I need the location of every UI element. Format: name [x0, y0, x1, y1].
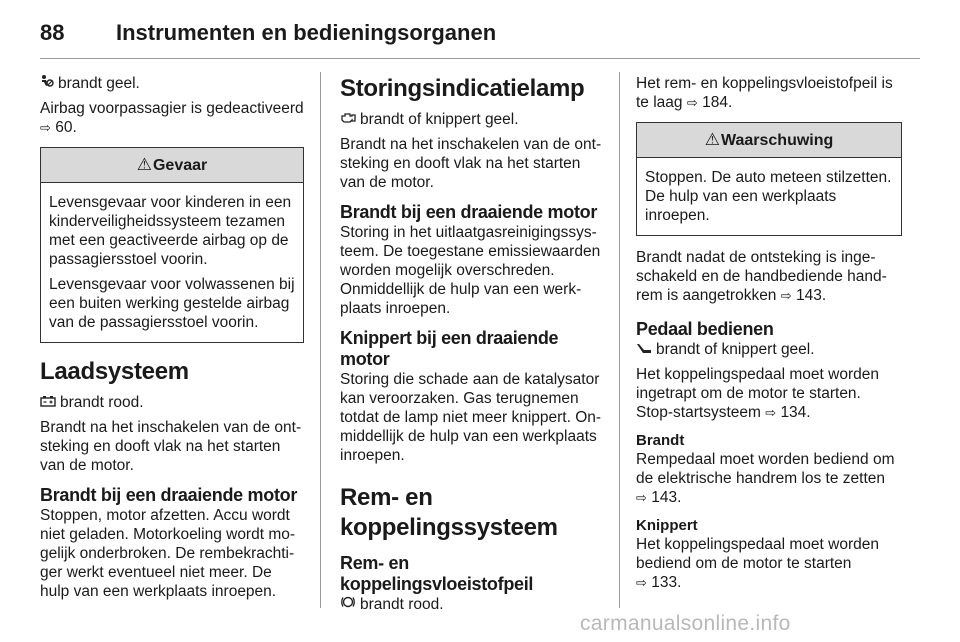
- column-3: [636, 74, 902, 598]
- subsection-heading: Brandt bij een draaiende motor: [340, 202, 598, 222]
- section-heading: Storingsindicatielamp: [340, 75, 585, 102]
- page-number: 88: [40, 20, 65, 45]
- arrow-ref-icon: ⇨: [686, 95, 698, 110]
- charging-running-text: Stoppen, motor afzetten. Accu wordt niet geladen. Motorkoeling wordt mogelijk onderbroken. De rembekrachtiger werkt eventueel niet meer. De hulp van een werkplaats inroepen.: [40, 507, 296, 600]
- pedal-icon: [636, 340, 652, 359]
- arrow-ref-icon: ⇨: [765, 405, 777, 420]
- arrow-ref-icon: ⇨: [636, 490, 647, 505]
- malfunction-text: Brandt na het inschakelen van de ontsteking en dooft vlak na het starten van de motor.: [340, 136, 602, 191]
- chapter-title: Instrumenten en bedieningsorganen: [116, 20, 497, 45]
- airbag-status-line: [40, 74, 304, 93]
- danger-box-title: ⚠Gevaar: [41, 148, 303, 183]
- page-link[interactable]: 133.: [651, 574, 682, 591]
- column-divider: [619, 72, 620, 608]
- pedal-on-text: Rempedaal moet worden bediend om de elektrische handrem los te zetten ⇨ 143.: [636, 451, 895, 506]
- warning-box: [636, 122, 902, 236]
- page-header: [40, 14, 920, 59]
- malfunction-running-text: Storing in het uitlaatgasreinigingssysteem. De toegestane emissiewaarden worden mogelijk overschreden. Onmiddellijk de hulp van een werkplaats inroepen.: [340, 224, 601, 317]
- subsection-heading: Knippert bij een draaiende motor: [340, 328, 559, 369]
- page-link[interactable]: 60.: [55, 119, 77, 136]
- handbrake-text: Brandt nadat de ontsteking is ingeschakeld en de handbediende handrem is aangetrokken ⇨ 143.: [636, 249, 887, 304]
- page-link[interactable]: 143.: [795, 287, 827, 304]
- brake-fluid-text: Het rem- en koppelingsvloeistofpeil is te laag ⇨ 184.: [636, 75, 893, 111]
- column-divider: [320, 72, 321, 608]
- page-link[interactable]: 143.: [651, 489, 682, 506]
- warning-triangle-icon: ⚠: [136, 155, 152, 174]
- brake-warning-icon: [340, 595, 356, 614]
- page-link[interactable]: 184.: [702, 94, 733, 111]
- malfunction-status-line: brandt of knippert geel.: [340, 110, 604, 129]
- column-2: [340, 74, 604, 620]
- arrow-ref-icon: ⇨: [40, 120, 51, 135]
- pedal-status-line: brandt of knippert geel.: [636, 340, 902, 359]
- airbag-deactivated-text: Airbag voorpassagier is gedeactiveerd ⇨ 60.: [40, 100, 304, 136]
- warning-text: Stoppen. De auto meteen stilzetten. De hulp van een werkplaats inroepen.: [645, 169, 892, 224]
- engine-icon: [340, 110, 356, 129]
- brake-status-line: brandt rood.: [340, 595, 604, 614]
- subsection-heading: Brandt: [636, 432, 685, 449]
- battery-icon: [40, 393, 56, 412]
- airbag-off-icon: [40, 74, 54, 93]
- section-heading: Laadsysteem: [40, 358, 189, 385]
- warning-box-title: ⚠Waarschuwing: [637, 123, 901, 158]
- charging-text: Brandt na het inschakelen van de ontsteking en dooft vlak na het starten van de motor.: [40, 419, 302, 474]
- subsection-heading: Brandt bij een draaiende motor: [40, 485, 298, 505]
- arrow-ref-icon: ⇨: [636, 575, 647, 590]
- page-link[interactable]: 134.: [780, 404, 811, 421]
- airbag-status-text: brandt geel.: [58, 75, 140, 92]
- subsection-heading: Knippert: [636, 517, 698, 534]
- watermark: carmanualsonline.info: [580, 612, 791, 635]
- danger-box: [40, 147, 304, 343]
- danger-text: Levensgevaar voor kinderen in een kinderveiligheidssysteem tezamen met een geactiveerde airbag op de passagiersstoel voorin.: [49, 194, 292, 268]
- pedal-flashing-text: Het koppelingspedaal moet worden bediend om de motor te starten ⇨ 133.: [636, 536, 879, 591]
- subsection-heading: Rem- en koppelingsvloeistofpeil: [340, 553, 534, 594]
- warning-triangle-icon: ⚠: [704, 130, 720, 149]
- arrow-ref-icon: ⇨: [780, 288, 792, 303]
- pedal-text: Het koppelingspedaal moet worden ingetrapt om de motor te starten. Stop-startsysteem ⇨ 134.: [636, 366, 879, 421]
- subsection-heading: Pedaal bedienen: [636, 319, 774, 339]
- section-heading: Rem- en koppelingssysteem: [340, 484, 558, 541]
- malfunction-flashing-text: Storing die schade aan de katalysator kan veroorzaken. Gas terugnemen totdat de lamp niet meer knippert. Onmiddellijk de hulp van een werkplaats inroepen.: [340, 371, 602, 464]
- column-1: [40, 74, 304, 607]
- charging-status-line: brandt rood.: [40, 393, 304, 412]
- danger-text: Levensgevaar voor volwassenen bij een buiten werking gestelde airbag van de passagiersstoel voorin.: [49, 276, 295, 331]
